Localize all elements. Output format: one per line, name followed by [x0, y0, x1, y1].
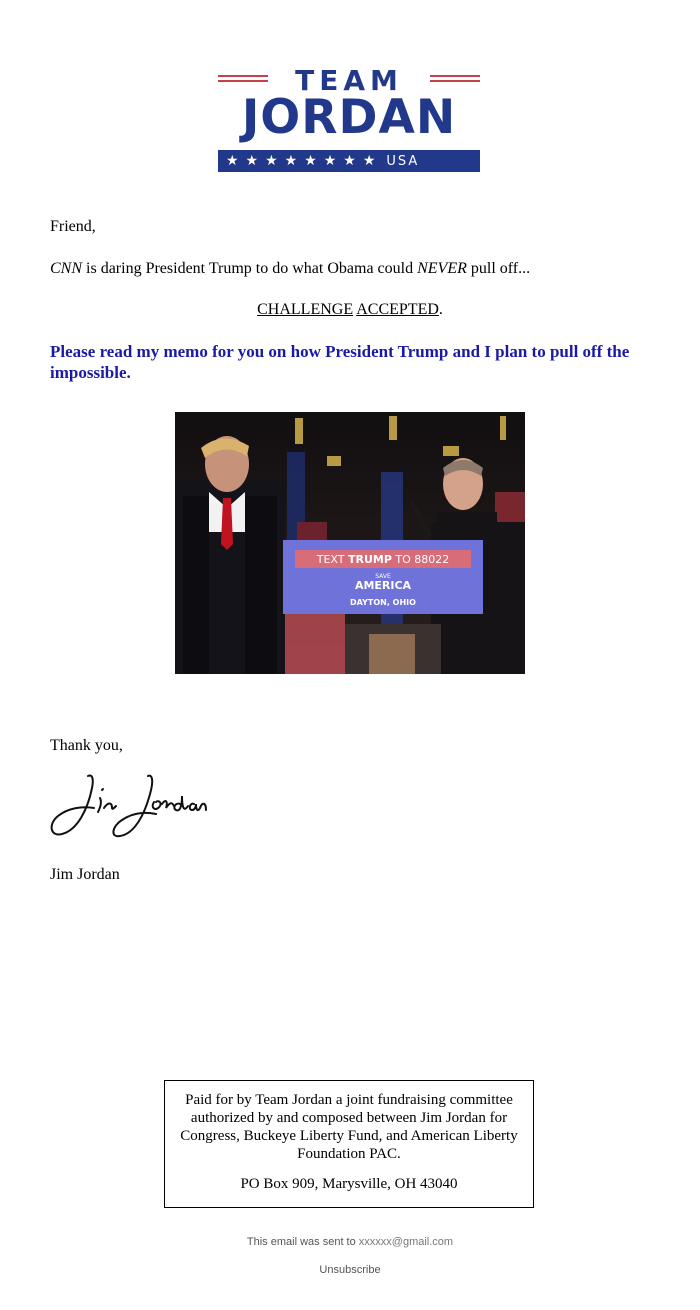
logo-team-text: TEAM	[295, 64, 403, 97]
lead-middle: is daring President Trump to do what Obama could	[82, 260, 418, 277]
sent-to-line	[0, 1236, 700, 1248]
lead-end: pull off...	[466, 260, 531, 277]
logo-star-band	[218, 150, 480, 172]
signer-name: Jim Jordan	[50, 866, 120, 883]
lead-never: NEVER	[417, 260, 467, 277]
signature-graphic	[48, 768, 208, 840]
unsubscribe-link[interactable]: Unsubscribe	[319, 1264, 381, 1276]
lead-cnn: CNN	[50, 260, 83, 277]
sign-america: AMERICA	[354, 579, 412, 592]
logo-usa-text: USA	[386, 153, 420, 169]
thanks: Thank you,	[50, 737, 123, 754]
lead-paragraph	[50, 258, 650, 279]
recipient-email: xxxxxx@gmail.com	[358, 1236, 454, 1248]
greeting: Friend,	[50, 218, 96, 235]
challenge-accepted	[50, 299, 650, 320]
sign-text-trump: TEXT TRUMP TO 88022	[316, 553, 450, 566]
challenge-period: .	[438, 301, 443, 318]
sign-save: SAVE	[375, 573, 391, 580]
rally-photo[interactable]	[175, 412, 525, 674]
accepted-word: ACCEPTED	[356, 301, 439, 318]
challenge-word: CHALLENGE	[257, 301, 354, 318]
signature-image	[48, 768, 208, 840]
mailing-address: PO Box 909, Marysville, OH 43040	[240, 1176, 458, 1192]
logo-stars: ★★★★★★★★	[226, 153, 383, 169]
sent-to-prefix: This email was sent to	[246, 1236, 359, 1248]
paid-for-disclaimer	[164, 1080, 534, 1208]
sign-location: DAYTON, OHIO	[350, 598, 416, 607]
team-jordan-logo	[218, 66, 480, 172]
memo-link[interactable]: Please read my memo for you on how President Trump and I plan to pull off the impossible.	[50, 342, 630, 382]
rally-photo-graphic	[175, 412, 525, 674]
logo-rule-right	[430, 75, 480, 82]
paid-for-text: Paid for by Team Jordan a joint fundraising committee authorized by and composed between Jim Jordan for Congress, Buckeye Liberty Fund, and American Liberty Foundation PAC.	[180, 1092, 518, 1162]
logo-jordan-text: JORDAN	[241, 90, 457, 145]
